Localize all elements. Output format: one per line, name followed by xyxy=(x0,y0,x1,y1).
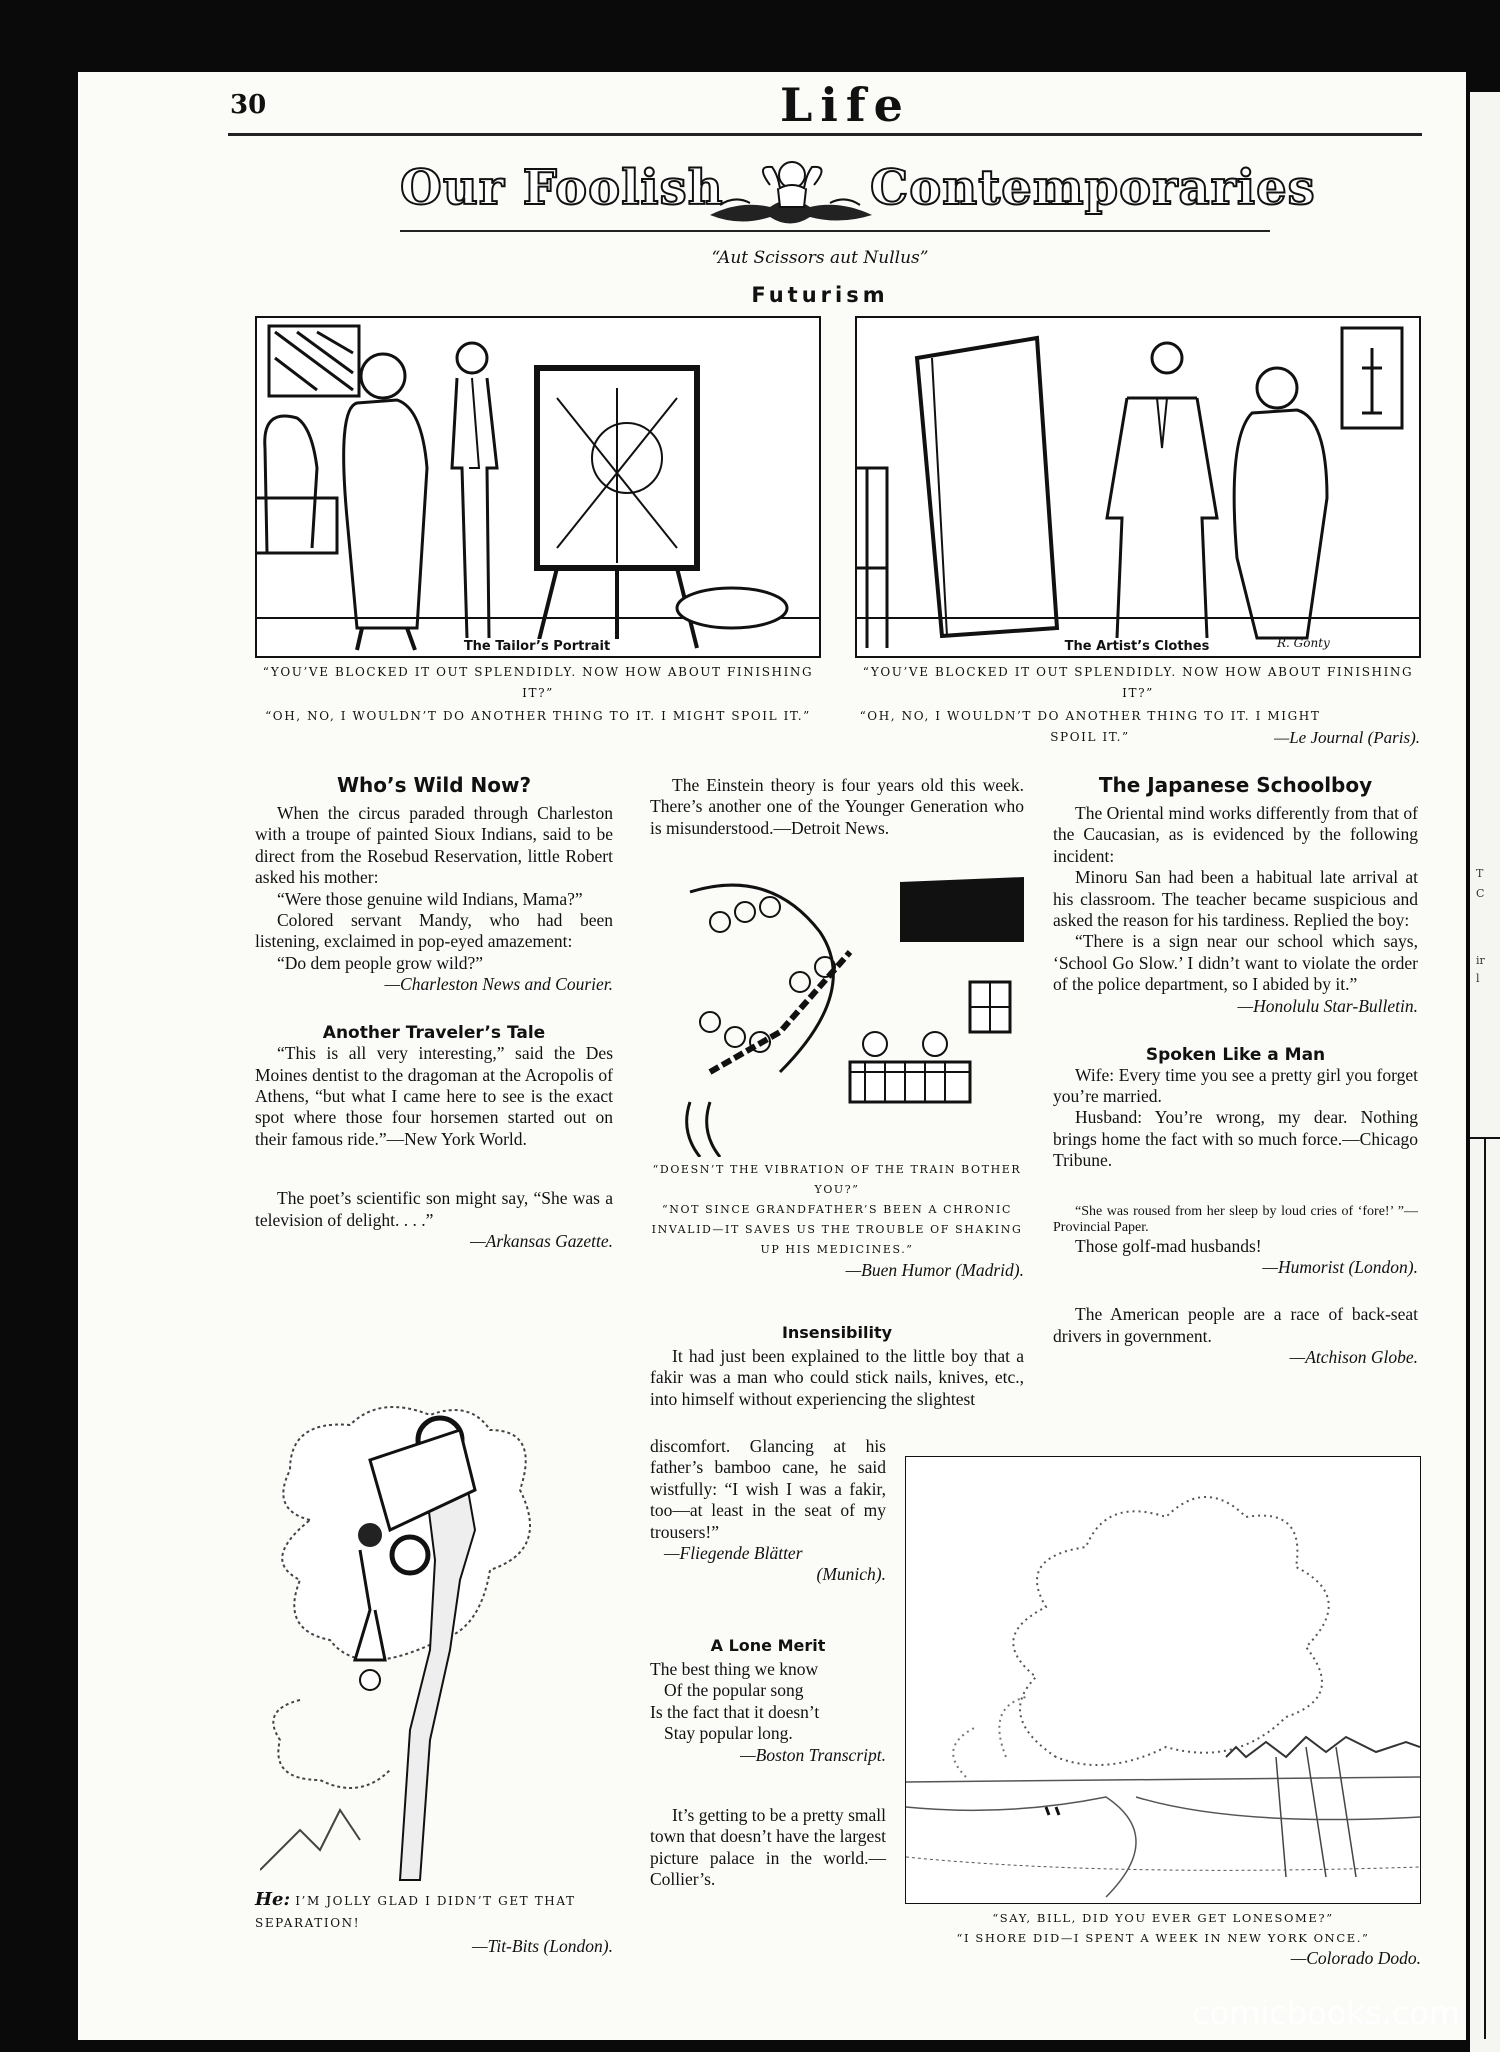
futurism-heading: Futurism xyxy=(751,283,889,307)
insensibility-title: Insensibility xyxy=(781,1323,893,1342)
tailor-portrait-drawing xyxy=(257,318,819,656)
spoken-husband: Husband: You’re wrong, my dear. Nothing brings home the fact with so much force.—Chicago Tribune. xyxy=(1053,1107,1418,1171)
traveler-body: “This is all very interesting,” said the Des Moines dentist to the dragoman at the Acropolis of Athens, “but what I came here to see is the exact spot where those four horsemen started out on their famous ride.”—New York World. xyxy=(255,1043,613,1149)
american-body: The American people are a race of back-seat drivers in government. xyxy=(1053,1304,1418,1346)
tailor-portrait-panel xyxy=(255,316,821,658)
spoken-wife: Wife: Every time you see a pretty girl you forget you’re married. xyxy=(1053,1064,1418,1107)
wild-body: When the circus paraded through Charleston with a troupe of painted Sioux Indians, said to be direct from the Rosebud Reservation, little Robert asked his mother: xyxy=(255,803,613,888)
golf-quote: “She was roused from her sleep by loud cries of ‘fore!’ ”—Provincial Paper. xyxy=(1053,1203,1418,1235)
wild-title: Who’s Wild Now? xyxy=(336,773,532,797)
desert-captions xyxy=(905,1908,1421,1969)
wild-source: —Charleston News and Courier. xyxy=(384,974,613,995)
lone-merit-l2: Of the popular song xyxy=(664,1680,804,1701)
lone-merit-l4: Stay popular long. xyxy=(664,1723,793,1744)
wild-body-2: Colored servant Mandy, who had been listening, exclaimed in pop-eyed amazement: xyxy=(255,910,613,952)
desert-answer: “I SHORE DID—I SPENT A WEEK IN NEW YORK ONCE.” xyxy=(956,1931,1370,1945)
desert-question: “SAY, BILL, DID YOU EVER GET LONESOME?” xyxy=(992,1911,1334,1925)
train-answer: “NOT SINCE GRANDFATHER’S BEEN A CHRONIC INVALID—IT SAVES US THE TROUBLE OF SHAKING UP HIS MEDICINES.” xyxy=(651,1203,1023,1256)
train-question: “DOESN’T THE VIBRATION OF THE TRAIN BOTHER YOU?” xyxy=(652,1163,1022,1196)
cherub-ornament xyxy=(700,145,880,240)
train-cartoon-captions xyxy=(650,1160,1024,1281)
artist-clothes-drawing xyxy=(857,318,1419,656)
car-cartoon-source: —Tit-Bits (London). xyxy=(472,1936,613,1956)
lone-merit-l1: The best thing we know xyxy=(650,1659,819,1679)
train-source: —Buen Humor (Madrid). xyxy=(845,1260,1024,1280)
magazine-title: Life xyxy=(780,78,911,132)
artist-caption-2: “OH, NO, I WOULDN’T DO ANOTHER THING TO IT. I MIGHT SPOIL IT.” xyxy=(859,709,1321,744)
column-2 xyxy=(650,775,1024,839)
car-cartoon-line: I’M JOLLY GLAD I DIDN’T GET THAT SEPARATION! xyxy=(255,1894,576,1930)
artist-caption-1: “YOU’VE BLOCKED IT OUT SPLENDIDLY. NOW HOW ABOUT FINISHING IT?” xyxy=(862,665,1414,700)
golf-line: Those golf-mad husbands! xyxy=(1075,1235,1262,1256)
desert-cartoon-panel xyxy=(905,1456,1421,1904)
lone-merit-title: A Lone Merit xyxy=(710,1636,826,1655)
insensibility-body-1: It had just been explained to the little boy that a fakir was a man who could stick nails, knives, etc., into himself without experiencing the slightest xyxy=(650,1346,1024,1409)
title-underline xyxy=(400,230,1270,232)
desert-cartoon-drawing xyxy=(906,1457,1420,1903)
column-3 xyxy=(1053,773,1418,1368)
header-rule xyxy=(228,133,1422,136)
wild-quote: “Were those genuine wild Indians, Mama?” xyxy=(277,888,583,909)
car-cartoon-caption xyxy=(255,1889,613,1957)
poet-body: The poet’s scientific son might say, “She was a television of delight. . . .” xyxy=(255,1188,613,1230)
section-title-right: Contemporaries xyxy=(870,160,1316,216)
lone-merit xyxy=(650,1636,886,1766)
insensibility-source-1: —Fliegende Blätter xyxy=(664,1543,803,1564)
tailor-caption-2: “OH, NO, I WOULDN’T DO ANOTHER THING TO IT. I MIGHT SPOIL IT.” xyxy=(265,709,811,723)
golf-source: —Humorist (London). xyxy=(1262,1257,1418,1278)
artist-signature: R. Gonty xyxy=(1277,636,1330,650)
artist-source: —Le Journal (Paris). xyxy=(1274,728,1420,747)
train-balcony-cartoon xyxy=(650,872,1024,1157)
car-cliff-cartoon xyxy=(260,1400,610,1890)
traveler-title: Another Traveler’s Tale xyxy=(322,1023,546,1044)
japanese-source: —Honolulu Star-Bulletin. xyxy=(1237,995,1418,1016)
tailor-caption-1: “YOU’VE BLOCKED IT OUT SPLENDIDLY. NOW HOW ABOUT FINISHING IT?” xyxy=(262,665,814,700)
insensibility-source-2: (Munich). xyxy=(816,1564,886,1585)
adjacent-page-edge: T C ir l xyxy=(1470,92,1500,2052)
spoken-title: Spoken Like a Man xyxy=(1145,1044,1326,1065)
einstein-body: The Einstein theory is four years old this week. There’s another one of the Younger Generation who is misunderstood.—Detroit News. xyxy=(650,775,1024,838)
column-1 xyxy=(255,773,613,1252)
wild-quote-2: “Do dem people grow wild?” xyxy=(277,952,484,973)
motto: “Aut Scissors aut Nullus” xyxy=(711,248,929,268)
insensibility-body-2: discomfort. Glancing at his father’s bamboo cane, he said wistfully: “I wish I was a fakir, too—at least in the seat of my trousers!” xyxy=(650,1436,886,1542)
japanese-p2: Minoru San had been a habitual late arrival at his classroom. The teacher became suspicious and asked the reason for his tardiness. Replied the boy: xyxy=(1053,867,1418,931)
section-title-left: Our Foolish xyxy=(400,160,724,216)
small-town xyxy=(650,1805,886,1891)
watermark-text: comicbooks.com xyxy=(1191,1994,1460,2032)
poet-source: —Arkansas Gazette. xyxy=(470,1231,613,1252)
japanese-p3: “There is a sign near our school which says, ‘School Go Slow.’ I didn’t want to violate the order of the police department, so I abided by it.” xyxy=(1053,931,1418,995)
tailor-portrait-title: The Tailor’s Portrait xyxy=(437,639,637,654)
artist-clothes-panel xyxy=(855,316,1421,658)
insensibility xyxy=(650,1323,1024,1410)
american-source: —Atchison Globe. xyxy=(1289,1346,1418,1367)
lone-merit-source: —Boston Transcript. xyxy=(740,1744,886,1765)
desert-source: —Colorado Dodo. xyxy=(1290,1948,1421,1968)
lone-merit-l3: Is the fact that it doesn’t xyxy=(650,1701,820,1722)
japanese-title: The Japanese Schoolboy xyxy=(1098,773,1373,797)
page-number: 30 xyxy=(230,90,267,120)
car-cartoon-speaker: He: xyxy=(255,1889,291,1910)
insensibility-cont xyxy=(650,1436,886,1585)
small-town-body: It’s getting to be a pretty small town that doesn’t have the largest picture palace in the world.—Collier’s. xyxy=(650,1805,886,1890)
artist-clothes-title: The Artist’s Clothes xyxy=(1037,639,1237,654)
japanese-p1: The Oriental mind works differently from that of the Caucasian, as is evidenced by the following incident: xyxy=(1053,803,1418,866)
